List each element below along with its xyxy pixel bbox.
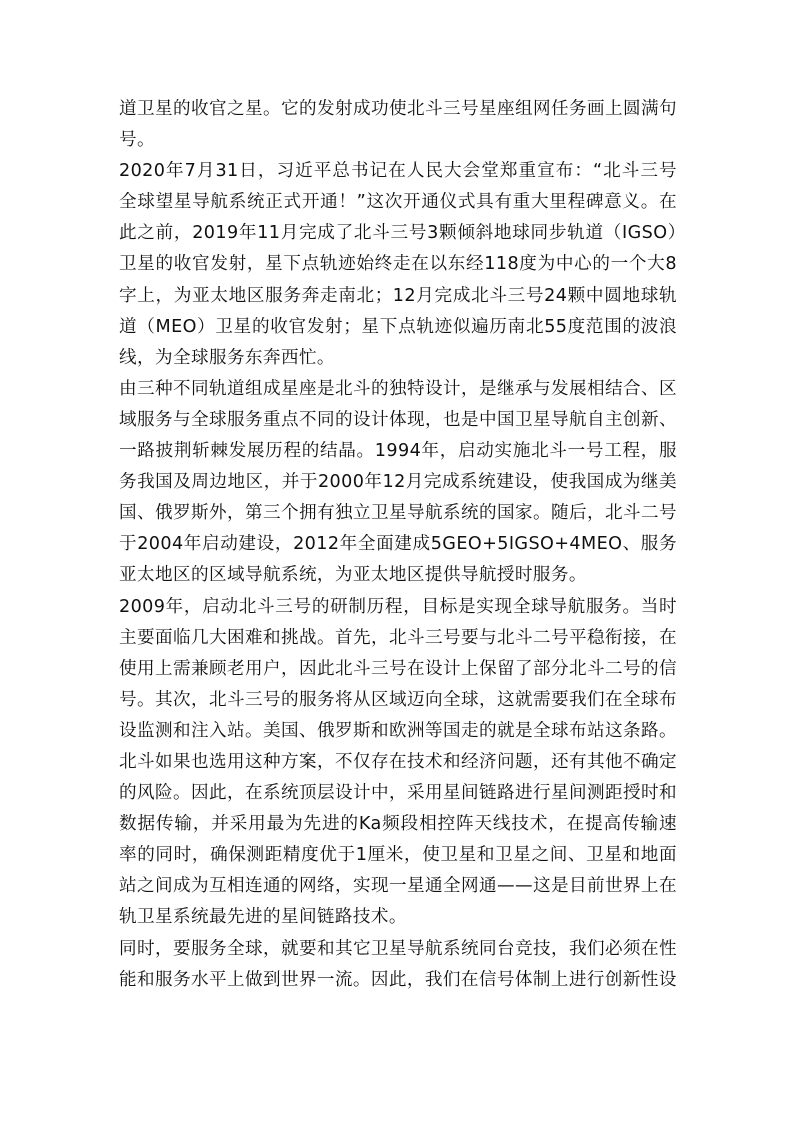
paragraph-3: 由三种不同轨道组成星座是北斗的独特设计，是继承与发展相结合、区域服务与全球服务重点不同的设计体现，也是中国卫星导航自主创新、一路披荆斩棘发展历程的结晶。1994年，启动实施北斗一号工程，服务我国及周边地区，并于2000年12月完成系统建设，使我国成为继美国、俄罗斯外，第三个拥有独立卫星导航系统的国家。随后，北斗二号于2004年启动建设，2012年全面建成5GEO+5IGSO+4MEO、服务亚太地区的区域导航系统，为亚太地区提供导航授时服务。 bbox=[119, 378, 677, 586]
paragraph-4: 2009年，启动北斗三号的研制历程，目标是实现全球导航服务。当时主要面临几大困难和挑战。首先，北斗三号要与北斗二号平稳衔接，在使用上需兼顾老用户，因此北斗三号在设计上保留了部分北斗二号的信号。其次，北斗三号的服务将从区域迈向全球，这就需要我们在全球布设监测和注入站。美国、俄罗斯和欧洲等国走的就是全球布站这条路。北斗如果也选用这种方案，不仅存在技术和经济问题，还有其他不确定的风险。因此，在系统顶层设计中，采用星间链路进行星间测距授时和数据传输，并采用最为先进的Ka频段相控阵天线技术，在提高传输速率的同时，确保测距精度优于1厘米，使卫星和卫星之间、卫星和地面站之间成为互相连通的网络，实现一星通全网通——这是目前世界上在轨卫星系统最先进的星间链路技术。 bbox=[119, 596, 677, 928]
paragraph-2: 2020年7月31日，习近平总书记在人民大会堂郑重宣布：“北斗三号全球望星导航系统正式开通！”这次开通仪式具有重大里程碑意义。在此之前，2019年11月完成了北斗三号3颗倾斜地球同步轨道（IGSO）卫星的收官发射，星下点轨迹始终走在以东经118度为中心的一个大8字上，为亚太地区服务奔走南北；12月完成北斗三号24颗中圆地球轨道（MEO）卫星的收官发射；星下点轨迹似遍历南北55度范围的波浪线，为全球服务东奔西忙。 bbox=[119, 161, 677, 368]
document-body bbox=[119, 94, 677, 996]
paragraph-5: 同时，要服务全球，就要和其它卫星导航系统同台竞技，我们必须在性能和服务水平上做到世界一流。因此，我们在信号体制上进行创新性设 bbox=[119, 938, 677, 990]
paragraph-1: 道卫星的收官之星。它的发射成功使北斗三号星座组网任务画上圆满句号。 bbox=[119, 99, 677, 151]
